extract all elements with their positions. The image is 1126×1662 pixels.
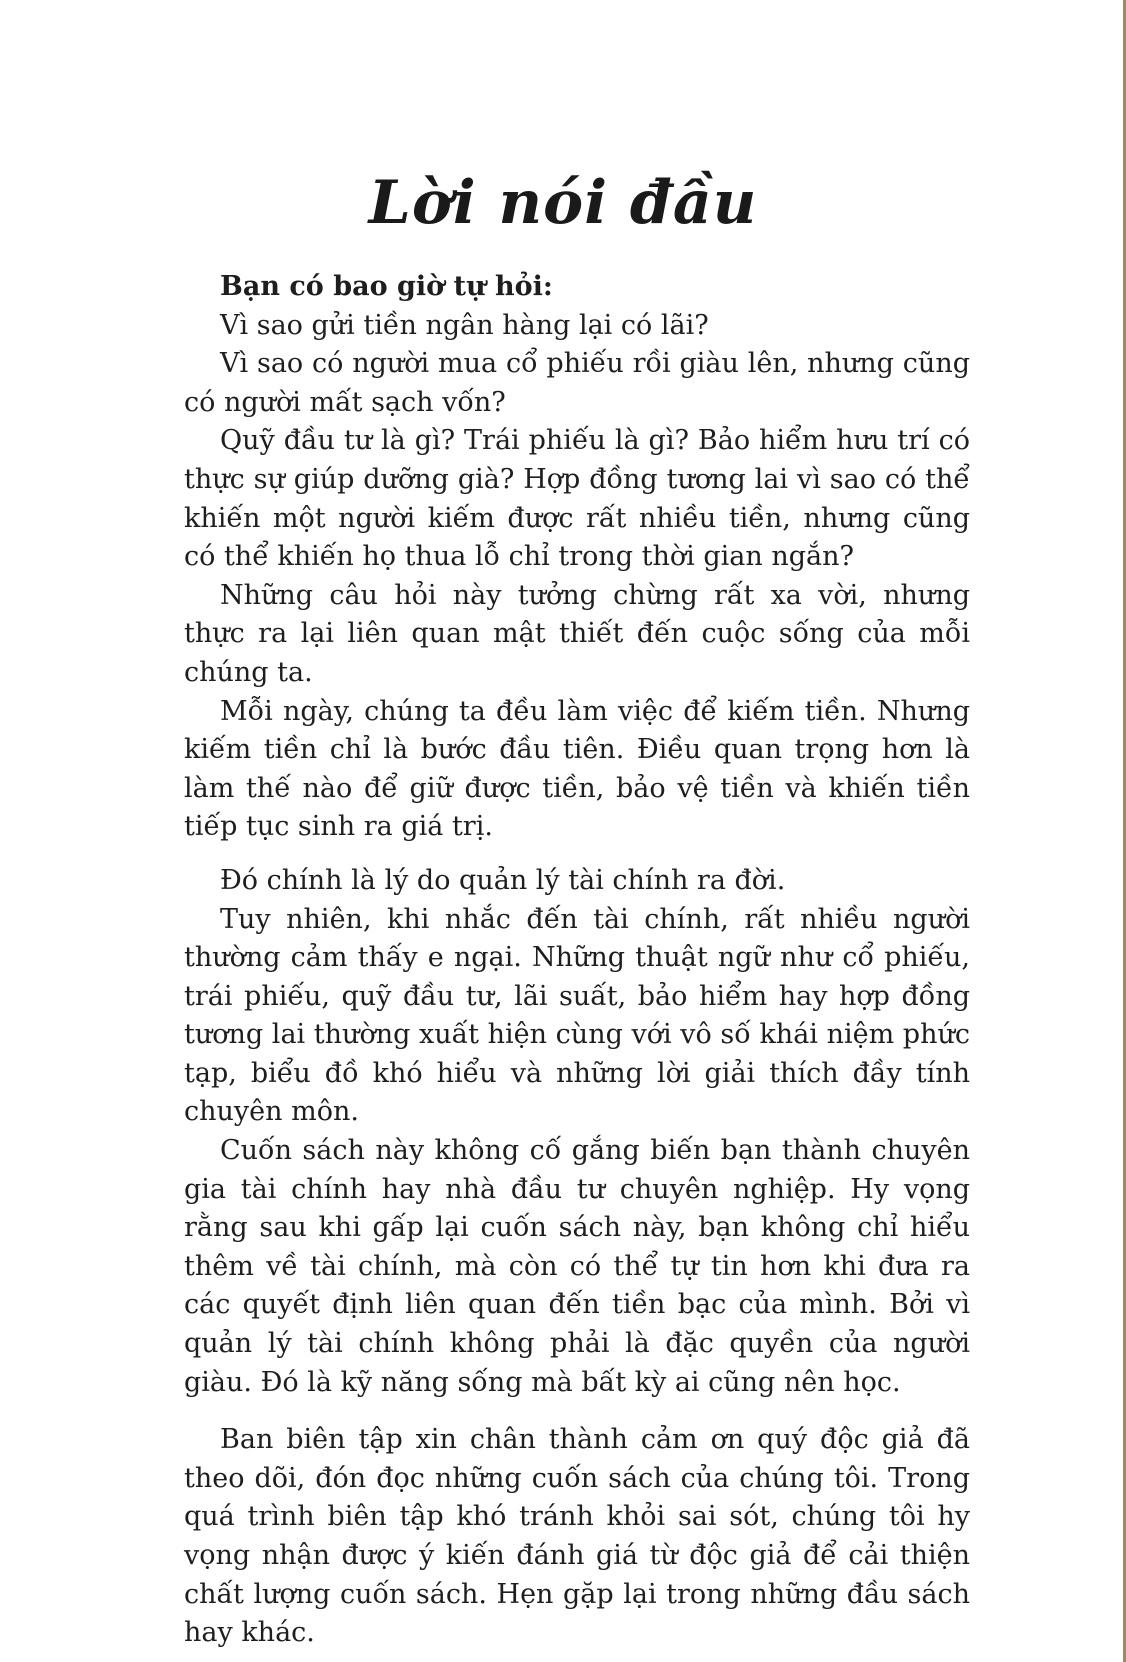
- paragraph: Cuốn sách này không cố gắng biến bạn thành chuyên gia tài chính hay nhà đầu tư chuyên nghiệp. Hy vọng rằng sau khi gấp lại cuốn sách này, bạn không chỉ hiểu thêm về tài chính, mà còn có thể tự tin hơn khi đưa ra các quyết định liên quan đến tiền bạc của mình. Bởi vì quản lý tài chính không phải là đặc quyền của người giàu. Đó là kỹ năng sống mà bất kỳ ai cũng nên học.: [184, 1135, 970, 1398]
- paragraph: Vì sao gửi tiền ngân hàng lại có lãi?: [220, 309, 709, 341]
- paragraph: Quỹ đầu tư là gì? Trái phiếu là gì? Bảo hiểm hưu trí có thực sự giúp dưỡng già? Hợp đồng tương lai vì sao có thể khiến một người kiếm được rất nhiều tiền, nhưng cũng có thể khiến họ thua lỗ chỉ trong thời gian ngắn?: [184, 425, 970, 573]
- paragraph: Mỗi ngày, chúng ta đều làm việc để kiếm tiền. Nhưng kiếm tiền chỉ là bước đầu tiên. Điều quan trọng hơn là làm thế nào để giữ được tiền, bảo vệ tiền và khiến tiền tiếp tục sinh ra giá trị.: [184, 695, 970, 843]
- paragraph-question-lead: Bạn có bao giờ tự hỏi:: [220, 271, 553, 302]
- paragraph: Ban biên tập xin chân thành cảm ơn quý độc giả đã theo dõi, đón đọc những cuốn sách của chúng tôi. Trong quá trình biên tập khó tránh khỏi sai sót, chúng tôi hy vọng nhận được ý kiến đánh giá từ độc giả để cải thiện chất lượng cuốn sách. Hẹn gặp lại trong những đầu sách hay khác.: [184, 1424, 970, 1649]
- paragraph: Vì sao có người mua cổ phiếu rồi giàu lên, nhưng cũng có người mất sạch vốn?: [184, 348, 970, 418]
- paragraph: Đó chính là lý do quản lý tài chính ra đời.: [220, 864, 786, 896]
- preface-body: [184, 268, 970, 1653]
- paragraph: Tuy nhiên, khi nhắc đến tài chính, rất nhiều người thường cảm thấy e ngại. Những thuật ngữ như cổ phiếu, trái phiếu, quỹ đầu tư, lãi suất, bảo hiểm hay hợp đồng tương lai thường xuất hiện cùng với vô số khái niệm phức tạp, biểu đồ khó hiểu và những lời giải thích đầy tính chuyên môn.: [184, 903, 970, 1128]
- page-title: Lời nói đầu: [368, 168, 758, 238]
- paragraph: Những câu hỏi này tưởng chừng rất xa vời, nhưng thực ra lại liên quan mật thiết đến cuộc sống của mỗi chúng ta.: [184, 579, 970, 688]
